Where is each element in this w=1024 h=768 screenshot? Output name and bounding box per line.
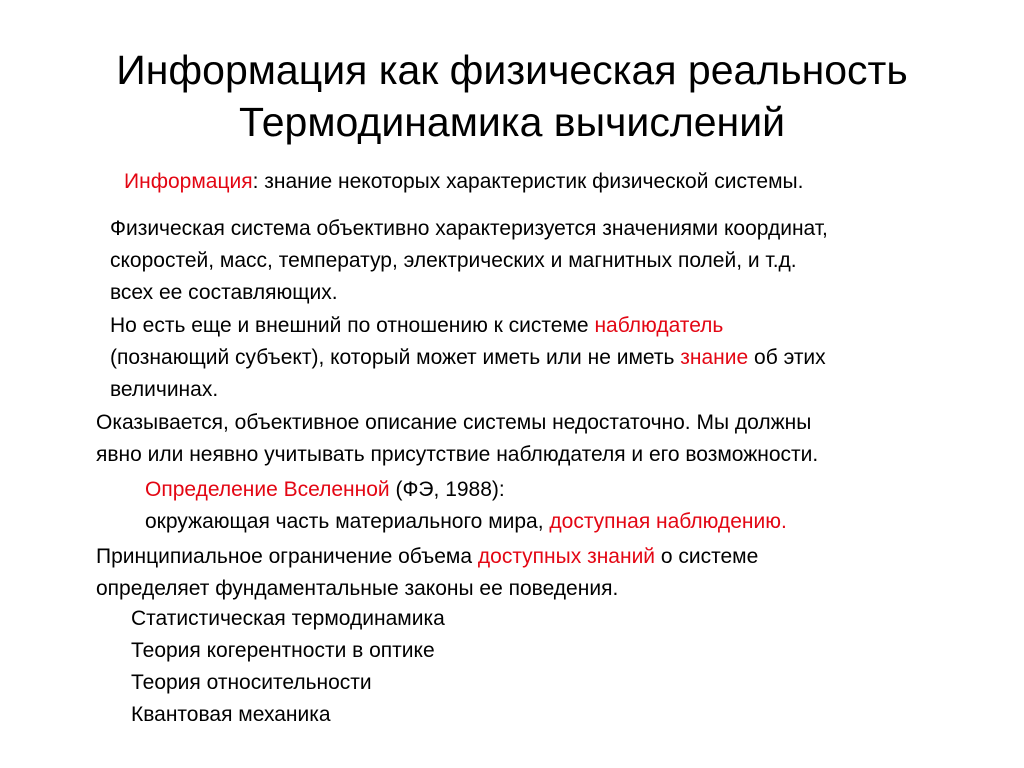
slide-title xyxy=(0,44,1024,148)
insufficiency-line-1: Оказывается, объективное описание системы недостаточно. Мы должны xyxy=(96,411,812,434)
information-definition xyxy=(124,166,803,198)
observer-paragraph xyxy=(110,310,826,406)
information-definition-text: : знание некоторых характеристик физической системы. xyxy=(252,170,804,193)
theory-item: Теория когерентности в оптике xyxy=(131,639,435,662)
universe-term: Определение Вселенной xyxy=(145,478,390,501)
observer-term: наблюдатель xyxy=(594,314,724,337)
theory-item: Статистическая термодинамика xyxy=(131,607,445,630)
observer-line-2-text-a: (познающий субъект), который может иметь или не иметь xyxy=(110,346,681,369)
limitation-line-1 xyxy=(96,541,758,573)
knowledge-term: знание xyxy=(680,346,749,369)
observable-term: доступная наблюдению. xyxy=(549,510,787,533)
title-line-2: Термодинамика вычислений xyxy=(238,99,785,145)
available-knowledge-term: доступных знаний xyxy=(477,545,656,568)
information-term: Информация xyxy=(124,170,253,193)
physical-system-line-1: Физическая система объективно характеризуется значениями координат, xyxy=(110,217,828,240)
theory-item: Теория относительности xyxy=(131,671,372,694)
observer-line-2-text-b: об этих xyxy=(748,346,826,369)
observer-line-3: величинах. xyxy=(110,378,219,401)
theories-list xyxy=(131,603,445,731)
title-line-1: Информация как физическая реальность xyxy=(116,47,908,93)
universe-line-1 xyxy=(145,474,787,506)
universe-definition xyxy=(145,474,787,538)
physical-system-line-2: скоростей, масс, температур, электрических и магнитных полей, и т.д. xyxy=(110,249,797,272)
limitation-line-1-text-b: о системе xyxy=(655,545,759,568)
limitation-paragraph xyxy=(96,541,758,605)
physical-system-paragraph xyxy=(110,213,828,309)
universe-source: (ФЭ, 1988): xyxy=(389,478,505,501)
limitation-line-2: определяет фундаментальные законы ее поведения. xyxy=(96,577,619,600)
universe-line-2-text: окружающая часть материального мира, xyxy=(145,510,550,533)
limitation-line-1-text-a: Принципиальное ограничение объема xyxy=(96,545,478,568)
physical-system-line-3: всех ее составляющих. xyxy=(110,281,338,304)
theory-item: Квантовая механика xyxy=(131,703,331,726)
universe-line-2 xyxy=(145,506,787,538)
insufficiency-line-2: явно или неявно учитывать присутствие наблюдателя и его возможности. xyxy=(96,443,819,466)
observer-line-1 xyxy=(110,310,826,342)
observer-line-2 xyxy=(110,342,826,374)
observer-line-1-text: Но есть еще и внешний по отношению к системе xyxy=(110,314,595,337)
insufficiency-paragraph xyxy=(96,407,818,471)
